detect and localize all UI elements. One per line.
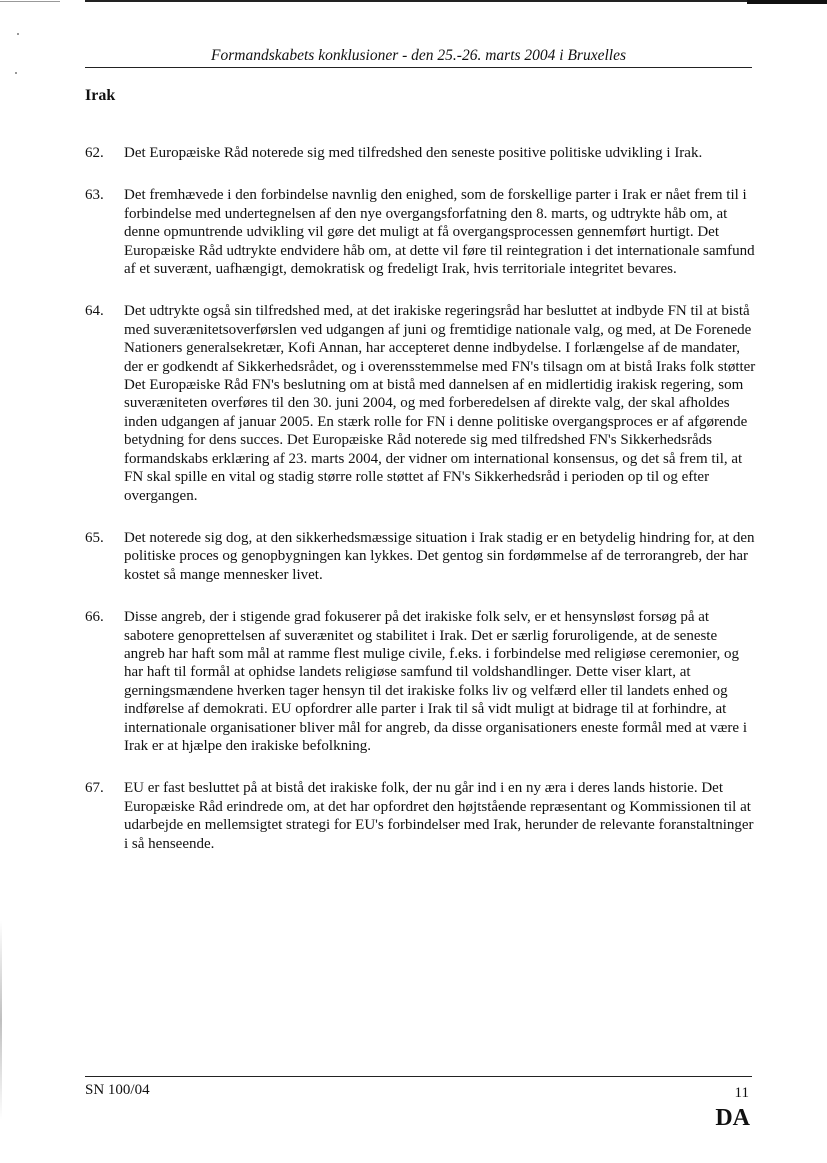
scan-speck <box>15 72 17 74</box>
paragraph-62 <box>85 144 757 162</box>
paragraph-number: 62. <box>85 145 104 161</box>
scan-speck <box>17 33 19 35</box>
scan-line-left <box>0 1 60 2</box>
paragraph-text: Disse angreb, der i stigende grad fokuserer på det irakiske folk selv, er et hensynsløst forsøg på at sabotere genoprettelsen af suverænitet og stabilitet i Irak. Det er særlig foruroligende, at de seneste angreb har haft som mål at ramme flest mulige civile, f.eks. i forbindelse med religiøse ceremonier, og har haft til formål at ophidse landets religiøse samfund til voldshandlinger. Dette viser klart, at gerningsmændene hverken tager hensyn til det irakiske folks liv og velfærd eller til landets enhed og indførelse af demokrati. EU opfordrer alle parter i Irak til så vidt muligt at bidrage til at forhindre, at internationale organisationer bliver mål for angreb, da disse organisationers eneste formål med at være i Irak er at hjælpe den irakiske befolkning. <box>124 609 747 754</box>
paragraph-number: 66. <box>85 609 104 626</box>
scan-left-edge-shadow <box>0 920 2 1120</box>
paragraph-number: 65. <box>85 529 104 546</box>
paragraph-number: 64. <box>85 303 104 320</box>
paragraph-66 <box>85 608 757 755</box>
paragraph-text: Det fremhævede i den forbindelse navnlig den enighed, som de forskellige parter i Irak er nået frem til i forbindelse med undertegnelsen af den nye overgangsforfatning den 8. marts, og udtrykte håb om, at denne opmuntrende udvikling vil gøre det muligt at få overgangsprocessen gennemført hurtigt. Det Europæiske Råd udtrykte endvidere håb om, at dette vil føre til reintegration i det internationale samfund af et suverænt, uafhængigt, demokratisk og fredeligt Irak, hvis territoriale integritet bevares. <box>124 187 755 278</box>
paragraph-text: Det udtrykte også sin tilfredshed med, at det irakiske regeringsråd har besluttet at indbyde FN til at bistå med suverænitetsoverførslen ved udgangen af juni og fremtidige nationale valg, og med, at De Forenede Nationers generalsekretær, Kofi Annan, har accepteret denne indbydelse. I forlængelse af de mandater, der er godkendt af Sikkerhedsrådet, og i overensstemmelse med FN's tilsagn om at bistå Iraks folk støtter Det Europæiske Råd FN's beslutning om at bistå med dannelsen af en midlertidig irakisk regering, som suveræniteten overføres til den 30. juni 2004, og med forberedelsen af direkte valg, der skal afholdes inden udgangen af januar 2005. En stærk rolle for FN i denne politiske overgangsproces er af afgørende betydning for dens succes. Det Europæiske Råd noterede sig med tilfredshed FN's Sikkerhedsråds formandskabs erklæring af 23. marts 2004, der vidner om international konsensus, og det så frem til, at FN skal spille en vital og stadig større rolle støttet af FN's Sikkerhedsråd i perioden op til og efter overgangen. <box>124 303 756 504</box>
paragraph-list <box>85 144 757 877</box>
paragraph-65 <box>85 529 757 584</box>
paragraph-number: 67. <box>85 780 104 797</box>
paragraph-63 <box>85 186 757 278</box>
footer-rule <box>85 1076 752 1077</box>
paragraph-text: EU er fast besluttet på at bistå det irakiske folk, der nu går ind i en ny æra i deres lands historie. Det Europæiske Råd erindrede om, at det har opfordret den højtstående repræsentant og Kommissionen til at udarbejde en mellemsigtet strategi for EU's forbindelser med Irak, herunder de relevante foranstaltninger i så henseende. <box>124 780 754 852</box>
document-reference: SN 100/04 <box>85 1082 150 1098</box>
language-code: DA <box>715 1105 750 1131</box>
paragraph-number: 63. <box>85 187 104 204</box>
section-heading: Irak <box>85 87 116 104</box>
scan-top-border <box>0 0 827 4</box>
paragraph-67 <box>85 779 757 853</box>
paragraph-text: Det noterede sig dog, at den sikkerhedsmæssige situation i Irak stadig er en betydelig hindring for, at den politiske proces og genopbygningen kan lykkes. Det gentog sin fordømmelse af de terrorangreb, der har kostet så mange mennesker livet. <box>124 529 755 583</box>
running-header-title: Formandskabets konklusioner - den 25.-26. marts 2004 i Bruxelles <box>211 47 626 64</box>
paragraph-text: Det Europæiske Råd noterede sig med tilfredshed den seneste positive politiske udvikling i Irak. <box>124 145 703 161</box>
paragraph-64 <box>85 302 757 504</box>
scan-line-thick <box>747 0 827 4</box>
header-rule <box>85 67 752 68</box>
page-number: 11 <box>734 1085 749 1101</box>
scan-line-main <box>85 0 827 2</box>
